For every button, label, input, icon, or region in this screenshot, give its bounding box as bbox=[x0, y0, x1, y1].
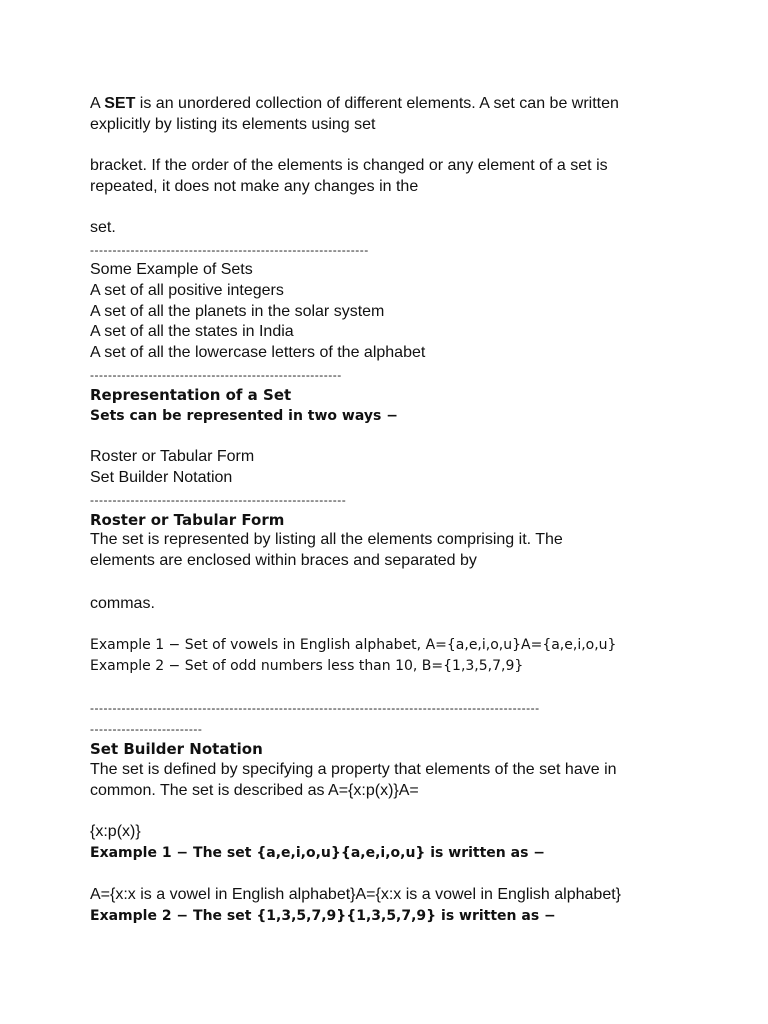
builder-line-1: The set is defined by specifying a property that elements of the set have in bbox=[90, 761, 617, 778]
intro-line-1-rest: is an unordered collection of different elements. A set can be written bbox=[135, 95, 619, 112]
intro-line-1 bbox=[90, 94, 619, 114]
separator-3: --------------------------------------------------------- bbox=[90, 493, 347, 507]
intro-line-4: repeated, it does not make any changes in the bbox=[90, 178, 419, 195]
example-item-1: A set of all positive integers bbox=[90, 282, 284, 299]
example-item-4: A set of all the lowercase letters of the alphabet bbox=[90, 344, 426, 361]
example-item-2: A set of all the planets in the solar system bbox=[90, 303, 385, 320]
separator-1: -------------------------------------------------------------- bbox=[90, 243, 369, 257]
intro-line-2: explicitly by listing its elements using set bbox=[90, 116, 376, 133]
roster-example-1: Example 1 − Set of vowels in English alphabet, A={a,e,i,o,u}A={a,e,i,o,u} bbox=[90, 637, 617, 653]
set-term: SET bbox=[104, 95, 136, 112]
builder-example-1: Example 1 − The set {a,e,i,o,u}{a,e,i,o,u} is written as − bbox=[90, 845, 546, 861]
roster-heading: Roster or Tabular Form bbox=[90, 511, 285, 529]
example-item-3: A set of all the states in India bbox=[90, 323, 294, 340]
builder-example-1-result: A={x:x is a vowel in English alphabet}A={x:x is a vowel in English alphabet} bbox=[90, 886, 621, 903]
builder-heading: Set Builder Notation bbox=[90, 740, 263, 758]
representation-heading: Representation of a Set bbox=[90, 386, 292, 404]
builder-line-3: {x:p(x)} bbox=[90, 823, 141, 840]
intro-prefix: A bbox=[90, 95, 105, 112]
examples-heading: Some Example of Sets bbox=[90, 261, 253, 278]
way-builder: Set Builder Notation bbox=[90, 469, 233, 486]
roster-line-1: The set is represented by listing all the elements comprising it. The bbox=[90, 531, 563, 548]
separator-4a: ---------------------------------------------------------------------------------------------------- bbox=[90, 701, 540, 715]
representation-subheading: Sets can be represented in two ways − bbox=[90, 408, 398, 424]
way-roster: Roster or Tabular Form bbox=[90, 448, 255, 465]
roster-line-2: elements are enclosed within braces and separated by bbox=[90, 552, 477, 569]
intro-line-3: bracket. If the order of the elements is changed or any element of a set is bbox=[90, 157, 608, 174]
separator-4b: ------------------------- bbox=[90, 722, 203, 736]
document-page bbox=[90, 0, 690, 1024]
builder-example-2: Example 2 − The set {1,3,5,7,9}{1,3,5,7,9} is written as − bbox=[90, 908, 556, 924]
roster-example-2: Example 2 − Set of odd numbers less than 10, B={1,3,5,7,9} bbox=[90, 658, 524, 674]
intro-line-5: set. bbox=[90, 219, 116, 236]
builder-line-2: common. The set is described as A={x:p(x)}A= bbox=[90, 782, 419, 799]
separator-2: -------------------------------------------------------- bbox=[90, 368, 342, 382]
roster-line-3: commas. bbox=[90, 595, 155, 612]
